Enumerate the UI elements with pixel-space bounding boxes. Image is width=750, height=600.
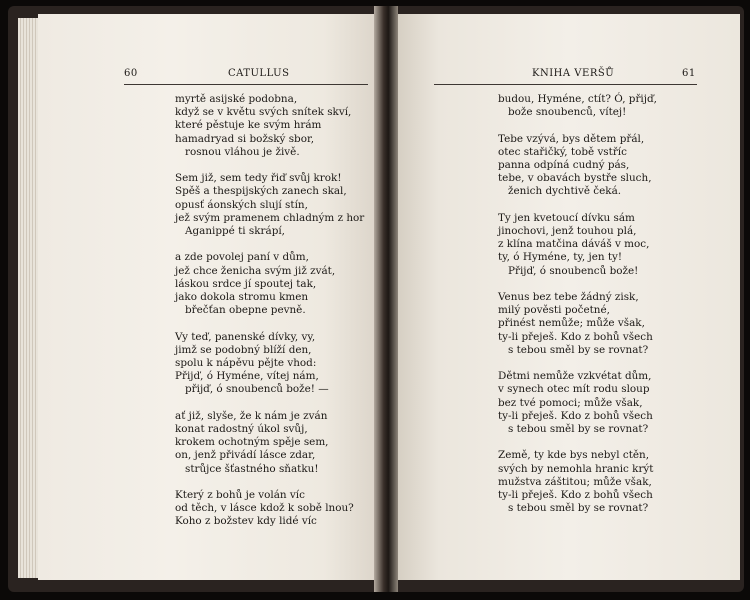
stanza [498,212,657,278]
verse-line: přijď, ó snoubenců bože! — [185,383,329,396]
verse-line: jež chce ženicha svým již zvát, [175,264,336,277]
verse-line: myrtě asijské podobna, [175,93,298,105]
page-number-right: 61 [682,68,696,79]
header-rule-left [124,84,368,85]
left-page [38,14,374,580]
verse-line: Který z bohů je volán víc [175,489,305,502]
verse-line: budou, Hyméne, ctít? Ó, přijď, [498,93,657,105]
verse-line: bez tvé pomoci; může však, [498,396,643,409]
verse-line: bože snoubenců, vítej! [508,106,627,119]
verse-line: a zde povolej paní v dům, [175,251,309,264]
verse-line: z klína matčina dáváš v moc, [498,238,650,251]
verse-line: Spěš a thespijských zanech skal, [175,185,347,198]
verse-line: spolu k nápěvu pějte vhod: [175,357,317,370]
stanza [175,172,364,238]
stanza [498,133,657,199]
verse-line: svých by nemohla hranic krýt [498,462,654,475]
verse-line: s tebou směl by se rovnat? [508,343,649,356]
verse-line: s tebou směl by se rovnat? [508,423,649,436]
verse-line: otec stařičký, tobě vstříc [498,145,627,158]
verse-line: Koho z božstev kdy lidé víc [175,515,317,528]
verse-line: konat radostný úkol svůj, [175,423,308,436]
verse-line: s tebou směl by se rovnat? [508,502,649,515]
verse-line: Aganippé ti skrápí, [185,225,285,238]
verse-line: ženich dychtivě čeká. [508,185,622,198]
open-book [8,6,744,592]
verse-line: jež svým pramenem chladným z hor [175,211,365,224]
verse-line: ty-li přeješ. Kdo z bohů všech [498,409,653,422]
right-page [398,14,740,580]
verse-line: Ty jen kvetoucí dívku sám [498,211,635,224]
verse-line: Země, ty kde bys nebyl ctěn, [498,449,650,462]
running-head-right: KNIHA VERŠŮ [532,68,615,79]
verse-line: přinést nemůže; může však, [498,317,645,330]
verse-line: které pěstuje ke svým hrám [175,119,322,132]
verse-line: jimž se podobný blíží den, [175,343,312,356]
verse-line: láskou srdce jí spoutej tak, [175,277,317,290]
verse-line: Přijď, ó Hyméne, vítej nám, [175,370,319,383]
verse-line: hamadryad si božský sbor, [175,132,315,145]
stanza [175,251,364,317]
verse-line: ty-li přeješ. Kdo z bohů všech [498,489,653,502]
verse-line: mužstva záštitou; může však, [498,475,652,488]
verse-line: krokem ochotným spěje sem, [175,436,329,449]
verse-line: Sem již, sem tedy řiď svůj krok! [175,172,342,185]
verse-line: rosnou vláhou je živě. [185,145,300,158]
verse-line: ty-li přeješ. Kdo z bohů všech [498,330,653,343]
verse-line: od těch, v lásce kdož k sobě lnou? [175,502,354,515]
running-head-left: CATULLUS [228,68,290,79]
stanza [498,370,657,436]
verse-line: tebe, v obavách bystře sluch, [498,172,652,185]
verse-line: Vy teď, panenské dívky, vy, [175,330,316,343]
stanza [498,93,657,119]
stanza [175,489,364,529]
verse-line: když se v květu svých snítek skví, [175,106,352,119]
verse-line: ty, ó Hyméne, ty, jen ty! [498,251,623,264]
page-number-left: 60 [124,68,138,79]
verse-line: Venus bez tebe žádný zisk, [498,291,639,303]
verse-line: panna odpíná cudný pás, [498,159,630,171]
verse-line: Přijď, ó snoubenců bože! [508,264,639,277]
poem-text-right [498,93,657,529]
verse-line: jako dokola stromu kmen [175,291,309,304]
stanza [175,93,364,159]
verse-line: Dětmi nemůže vzkvétat dům, [498,370,652,383]
verse-line: jinochovi, jenž touhou plá, [498,225,637,237]
verse-line: opusť áonských slují stín, [175,198,308,211]
stanza [175,410,364,476]
stanza [498,449,657,515]
verse-line: on, jenž přivádí lásce zdar, [175,449,316,462]
verse-line: břečťan obepne pevně. [185,304,306,317]
verse-line: milý pověsti početné, [498,304,610,317]
book-gutter [374,6,398,592]
stanza [175,331,364,397]
header-rule-right [434,84,697,85]
poem-text-left [175,93,364,542]
verse-line: Tebe vzývá, bys dětem přál, [498,132,645,145]
verse-line: strůjce šťastného sňatku! [185,462,319,475]
verse-line: ať již, slyše, že k nám je zván [175,409,328,422]
stanza [498,291,657,357]
verse-line: v synech otec mít rodu sloup [498,383,650,396]
